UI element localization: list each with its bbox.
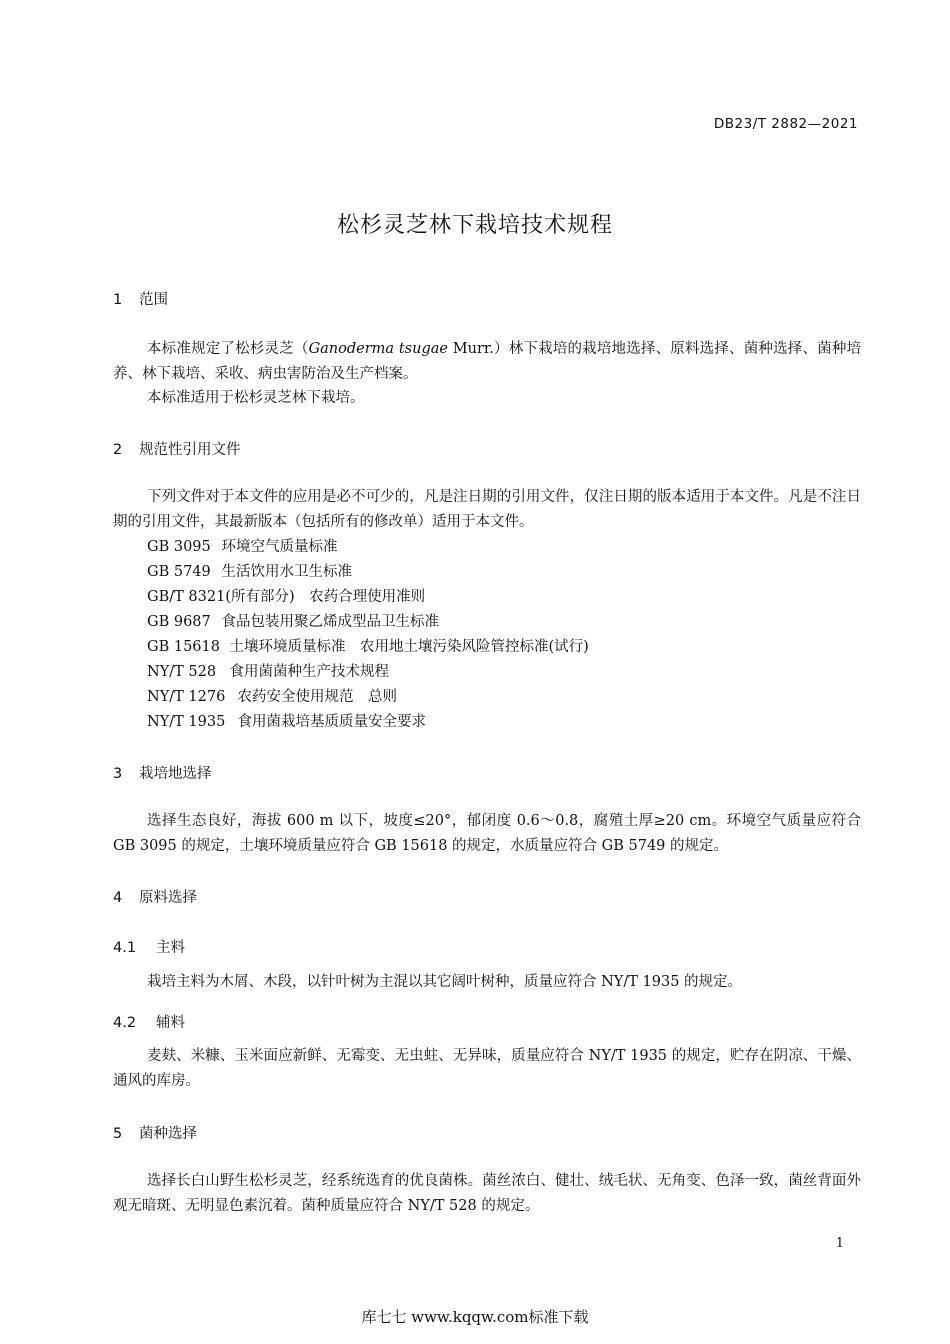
section-number: 5 (113, 1126, 123, 1142)
reference-code: NY/T 1935 (147, 714, 226, 730)
reference-name: 食用菌栽培基质质量安全要求 (237, 714, 426, 730)
page-number: 1 (835, 1236, 844, 1251)
section-3-heading (113, 762, 212, 783)
subsection-number: 4.1 (113, 940, 137, 956)
subsection-4-1-heading (113, 936, 185, 957)
section-4-heading (113, 886, 197, 907)
section-5-paragraph: 选择长白山野生松杉灵芝，经系统选育的优良菌株。菌丝浓白、健壮、绒毛状、无角变、色泽一致，菌丝背面外观无暗斑、无明显色素沉着。菌种质量应符合 NY/T 528 的规定。 (113, 1173, 861, 1214)
reference-item (147, 585, 425, 610)
section-1-paragraph-1 (113, 337, 861, 387)
reference-item (147, 535, 338, 560)
reference-code: GB/T 8321(所有部分) (147, 589, 295, 605)
reference-name: 生活饮用水卫生标准 (221, 564, 352, 580)
subsection-4-1-paragraph: 栽培主料为木屑、木段，以针叶树为主混以其它阔叶树种，质量应符合 NY/T 1935 的规定。 (147, 974, 743, 990)
reference-code: NY/T 528 (147, 664, 217, 680)
reference-code: GB 5749 (147, 564, 211, 580)
reference-code: GB 15618 (147, 639, 220, 655)
subsection-number: 4.2 (113, 1015, 137, 1031)
section-2-heading (113, 438, 241, 459)
section-1-heading (113, 288, 168, 309)
reference-name: 土壤环境质量标准 农用地土壤污染风险管控标准(试行) (229, 639, 589, 655)
subsection-title: 主料 (156, 940, 185, 956)
reference-item (147, 710, 426, 735)
section-5-heading (113, 1122, 197, 1143)
reference-code: NY/T 1276 (147, 689, 226, 705)
footer-watermark: 库七七 www.kqqw.com标准下载 (361, 1308, 589, 1326)
reference-item (147, 610, 439, 635)
reference-name: 食用菌菌种生产技术规程 (229, 664, 389, 680)
reference-code: GB 9687 (147, 614, 211, 630)
reference-name: 农药安全使用规范 总则 (237, 689, 397, 705)
species-name: Ganoderma tsugae (308, 341, 448, 357)
reference-item (147, 685, 397, 710)
document-title: 松杉灵芝林下栽培技术规程 (336, 213, 613, 238)
subsection-4-2-paragraph: 麦麸、米糠、玉米面应新鲜、无霉变、无虫蛀、无异味，质量应符合 NY/T 1935 的规定，贮存在阴凉、干燥、通风的库房。 (113, 1048, 861, 1089)
text: Murr.）林下栽培的栽培地选择、原料选择、菌种选择、菌种培养、林下栽培、采收、病虫害防治及生产档案。 (113, 341, 862, 382)
section-number: 4 (113, 890, 123, 906)
section-title: 栽培地选择 (139, 766, 212, 782)
section-title: 原料选择 (139, 890, 197, 906)
reference-code: GB 3095 (147, 539, 211, 555)
subsection-title: 辅料 (156, 1015, 185, 1031)
reference-item (147, 635, 589, 660)
section-number: 2 (113, 442, 123, 458)
section-3-paragraph: 选择生态良好，海拔 600 m 以下，坡度≤20°，郁闭度 0.6～0.8，腐殖土厚≥20 cm。环境空气质量应符合 GB 3095 的规定，土壤环境质量应符合 GB 15618 的规定，水质量应符合 GB 5749 的规定。 (113, 813, 861, 854)
text: 本标准规定了松杉灵芝（ (147, 341, 309, 357)
section-title: 范围 (139, 292, 168, 308)
section-title: 菌种选择 (139, 1126, 197, 1142)
reference-item (147, 560, 352, 585)
reference-name: 环境空气质量标准 (221, 539, 338, 555)
section-2-intro: 下列文件对于本文件的应用是必不可少的，凡是注日期的引用文件，仅注日期的版本适用于本文件。凡是不注日期的引用文件，其最新版本（包括所有的修改单）适用于本文件。 (113, 489, 861, 530)
reference-name: 农药合理使用准则 (309, 589, 426, 605)
section-1-paragraph-2: 本标准适用于松杉灵芝林下栽培。 (147, 390, 365, 406)
section-number: 1 (113, 292, 123, 308)
section-number: 3 (113, 766, 123, 782)
subsection-4-2-heading (113, 1011, 185, 1032)
document-code: DB23/T 2882—2021 (713, 116, 858, 132)
reference-item (147, 660, 389, 685)
reference-name: 食品包装用聚乙烯成型品卫生标准 (221, 614, 439, 630)
section-title: 规范性引用文件 (139, 442, 241, 458)
